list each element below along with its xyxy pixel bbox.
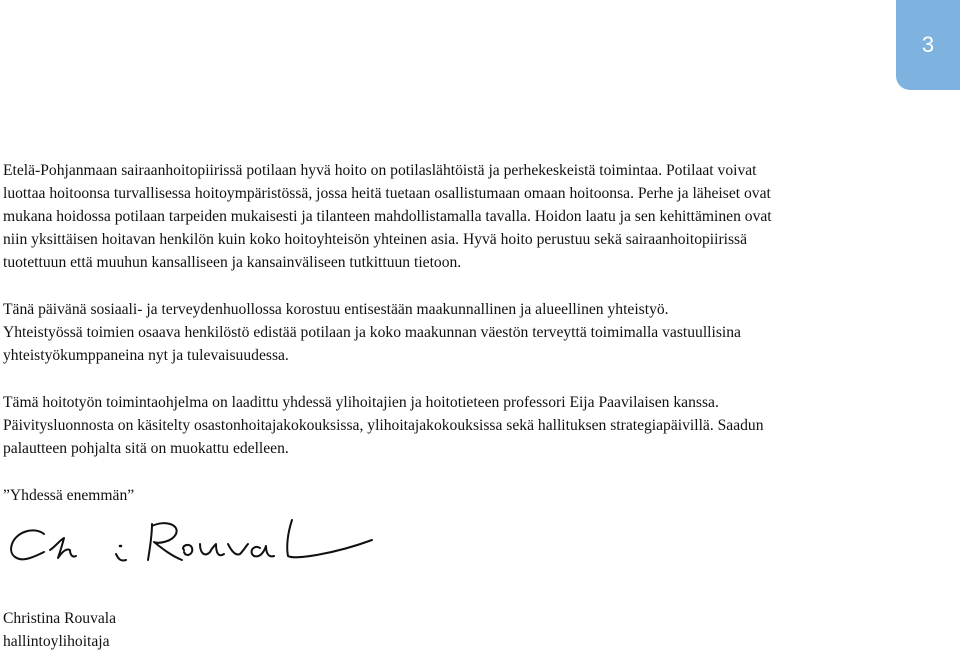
handwritten-signature bbox=[4, 512, 374, 580]
signer-block bbox=[3, 607, 116, 653]
signer-name: Christina Rouvala bbox=[3, 610, 117, 627]
motto: ”Yhdessä enemmän” bbox=[3, 487, 135, 504]
signer-title: hallintoylihoitaja bbox=[3, 633, 110, 650]
paragraph-intro: Etelä-Pohjanmaan sairaanhoitopiirissä potilaan hyvä hoito on potilaslähtöistä ja perhekeskeistä toimintaa. Potilaat voivat luottaa hoitoonsa turvallisessa hoitoympäristössä, jossa heitä tuetaan osallistumaan omaan hoitoonsa. Perhe ja läheiset ovat mukana hoidossa potilaan tarpeiden mukaisesti ja tilanteen mahdollistamalla tavalla. Hoidon laatu ja sen kehittäminen ovat niin yksittäisen hoitavan henkilön kuin koko hoitoyhteisön yhteinen asia. Hyvä hoito perustuu sekä sairaanhoitopiirissä tuotettuun että muuhun kansalliseen ja kansainväliseen tutkittuun tietoon. bbox=[3, 162, 772, 271]
paragraph-cooperation: Tänä päivänä sosiaali- ja terveydenhuollossa korostuu entisestään maakunnallinen ja alueellinen yhteistyö. Yhteistyössä toimien osaava henkilöstö edistää potilaan ja koko maakunnan väestön terveyttä toimimalla vastuullisina yhteistyökumppaneina nyt ja tulevaisuudessa. bbox=[3, 301, 741, 364]
page-number-tab bbox=[896, 0, 960, 90]
paragraph-authors: Tämä hoitotyön toimintaohjelma on laadittu yhdessä ylihoitajien ja hoitotieteen professori Eija Paavilaisen kanssa. Päivitysluonnosta on käsitelty osastonhoitajakokouksissa, ylihoitajakokouksissa sekä hallituksen strategiapäivillä. Saadun palautteen pohjalta sitä on muokattu edelleen. bbox=[3, 394, 764, 457]
document-body bbox=[3, 159, 883, 507]
page-number: 3 bbox=[921, 32, 935, 57]
